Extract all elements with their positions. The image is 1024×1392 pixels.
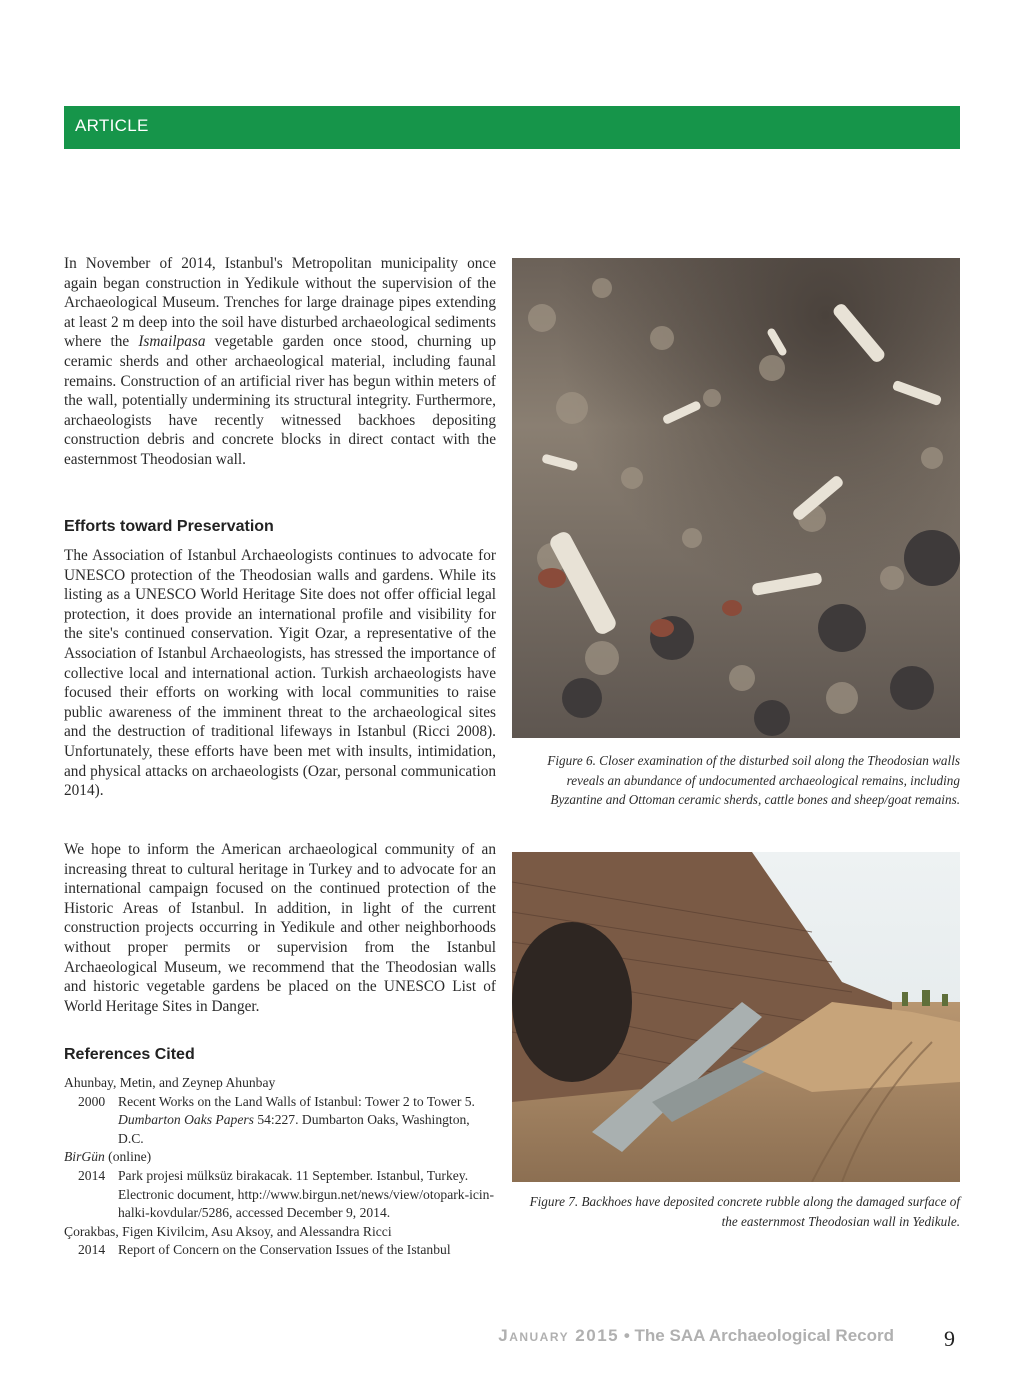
ref-3-entry bbox=[64, 1241, 494, 1260]
footer-separator: • bbox=[619, 1326, 635, 1345]
ref-3-year: 2014 bbox=[78, 1242, 106, 1258]
ref-1-author: Ahunbay, Metin, and Zeynep Ahunbay bbox=[64, 1075, 276, 1090]
ref-2-author-italic: BirGün bbox=[64, 1149, 105, 1165]
body-paragraph-1 bbox=[64, 254, 496, 470]
ref-2-text-a[interactable]: Park projesi mülksüz birakacak. 11 September. Istanbul, Turkey. Electronic document, http://www.birgun.net/news/view/otopark-icin-halki-kovdular/5286, accessed December 9, 2014. bbox=[118, 1167, 495, 1221]
heading-references-wrap bbox=[64, 1046, 195, 1064]
ref-3-author: Çorakbas, Figen Kivilcim, Asu Aksoy, and Alessandra Ricci bbox=[64, 1223, 392, 1239]
ref-1-text-a: Recent Works on the Land Walls of Istanbul: Tower 2 to Tower 5. bbox=[118, 1093, 475, 1109]
ref-2-author bbox=[64, 1148, 494, 1167]
figure-6-caption: Figure 6. Closer examination of the disturbed soil along the Theodosian walls reveals an abundance of undocumented archaeological remains, including Byzantine and Ottoman ceramic sherds, cattle bones and sheep/goat remains. bbox=[547, 753, 960, 808]
references-list bbox=[64, 1074, 494, 1260]
figure-7-caption: Figure 7. Backhoes have deposited concrete rubble along the damaged surface of the easternmost Theodosian wall in Yedikule. bbox=[529, 1194, 960, 1229]
section-banner bbox=[64, 106, 960, 149]
ref-2-author-rest: (online) bbox=[104, 1149, 152, 1165]
ref-1-text-b: 54:227. Dumbarton Oaks, Washington, D.C. bbox=[118, 1112, 470, 1146]
p1-text-a: In November of 2014, Istanbul's Metropolitan municipality once again began construction in Yedikule without the supervision of the Archaeological Museum. Trenches for large drainage pipes extending at least 2 m deep into the soil have disturbed archaeological sediments where the bbox=[64, 255, 496, 351]
p3-text: We hope to inform the American archaeological community of an increasing threat to cultural heritage in Turkey and to advocate for an international campaign focused on the continued protection of the Historic Areas of Istanbul. In addition, in light of the current construction projects occurring in Yedikule and other neighborhoods without proper permits or supervision from the Istanbul Archaeological Museum, we recommend that the Theodosian walls and historic vegetable gardens be placed on the UNESCO List of World Heritage Sites in Danger. bbox=[64, 841, 496, 1015]
p1-text-b: vegetable garden once stood, churning up ceramic sherds and other archaeological material, including faunal remains. Construction of an artificial river has begun within meters of the wall, potentially undermining its structural integrity. Furthermore, archaeologists have recently witnessed backhoes depositing construction debris and concrete blocks in direct contact with the easternmost Theodosian wall. bbox=[64, 333, 496, 468]
figure-6-photo bbox=[512, 258, 960, 738]
ref-1-italic: Dumbarton Oaks Papers bbox=[118, 1112, 254, 1128]
ref-2-entry bbox=[64, 1167, 494, 1223]
footer-month: January 2015 bbox=[498, 1326, 620, 1345]
body-paragraph-3 bbox=[64, 840, 496, 1016]
p2-text: The Association of Istanbul Archaeologists continues to advocate for UNESCO protection of the Theodosian walls and gardens. While its listing as a UNESCO World Heritage Site does not offer official legal protection, it does provide an international profile and visibility for the site's continued conservation. Yigit Ozar, a representative of the Association of Istanbul Archaeologists, has stressed the importance of collective local and international action. Turkish archaeologists have focused their efforts on working with local communities to raise public awareness of the imminent threat to the archaeological sites and the destruction of traditional lifeways in Istanbul (Ricci 2008). Unfortunately, these efforts have been met with insults, intimidation, and physical attacks on archaeologists (Ozar, personal communication 2014). bbox=[64, 547, 496, 800]
heading-references: References Cited bbox=[64, 1046, 195, 1063]
heading-preservation-wrap bbox=[64, 518, 274, 536]
section-label: ARTICLE bbox=[75, 116, 149, 135]
ref-3-text-a: Report of Concern on the Conservation Issues of the Istanbul bbox=[118, 1242, 451, 1258]
heading-preservation: Efforts toward Preservation bbox=[64, 518, 274, 535]
page-footer bbox=[498, 1326, 894, 1346]
ref-1-year: 2000 bbox=[78, 1093, 106, 1109]
ref-2-year: 2014 bbox=[78, 1167, 106, 1183]
figure-7-photo bbox=[512, 852, 960, 1182]
footer-publication: The SAA Archaeological Record bbox=[634, 1326, 894, 1345]
ref-1-entry bbox=[64, 1093, 494, 1149]
body-paragraph-2 bbox=[64, 546, 496, 801]
page-number: 9 bbox=[944, 1326, 955, 1351]
p1-italic: Ismailpasa bbox=[138, 333, 206, 351]
